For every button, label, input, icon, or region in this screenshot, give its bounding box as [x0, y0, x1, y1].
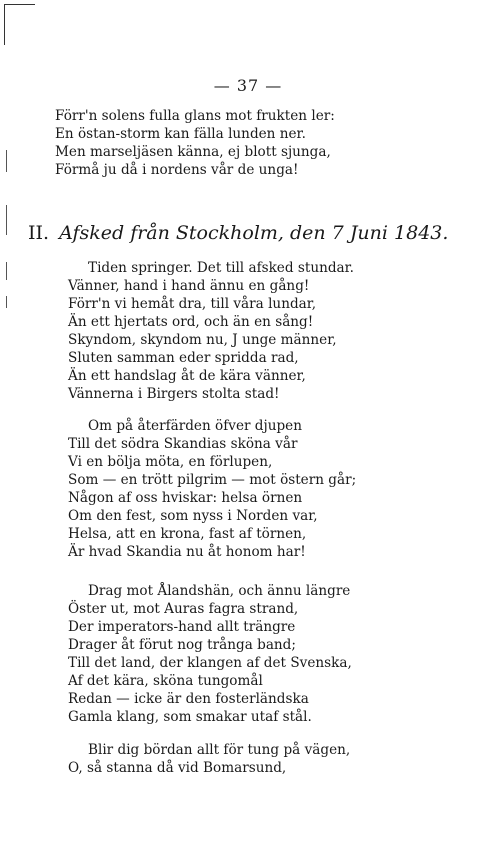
- verse-line: Någon af oss hviskar: helsa örnen: [68, 490, 303, 506]
- margin-mark: [6, 262, 7, 280]
- verse-line: Men marseljäsen känna, ej blott sjunga,: [55, 144, 331, 160]
- verse-line: Förmå ju då i nordens vår de unga!: [55, 162, 299, 178]
- verse-line: Om på återfärden öfver djupen: [88, 418, 302, 434]
- verse-line: Drager åt förut nog trånga band;: [68, 637, 296, 653]
- margin-mark: [6, 150, 7, 172]
- margin-mark: [6, 296, 7, 308]
- poem-heading: [28, 222, 448, 244]
- verse-line: Som — en trött pilgrim — mot östern går;: [68, 472, 357, 488]
- verse-line: Än ett hjertats ord, och än en sång!: [68, 314, 314, 330]
- verse-line: Redan — icke är den fosterländska: [68, 691, 309, 707]
- verse-line: Än ett handslag åt de kära vänner,: [68, 368, 306, 384]
- verse-line: Till det land, der klangen af det Svenska,: [68, 655, 352, 671]
- poem-number: II.: [28, 222, 50, 244]
- verse-line: Skyndom, skyndom nu, J unge männer,: [68, 332, 337, 348]
- verse-line: Är hvad Skandia nu åt honom har!: [68, 544, 306, 560]
- verse-line: Vi en bölja möta, en förlupen,: [68, 454, 273, 470]
- verse-line: Till det södra Skandias sköna vår: [68, 436, 298, 452]
- verse-line: Der imperators-hand allt trängre: [68, 619, 296, 635]
- verse-line: Förr'n vi hemåt dra, till våra lundar,: [68, 296, 317, 312]
- verse-line: Öster ut, mot Auras fagra strand,: [68, 601, 299, 617]
- verse-line: Vännerna i Birgers stolta stad!: [68, 386, 280, 402]
- page-number: — 37 —: [213, 76, 283, 95]
- verse-line: En östan-storm kan fälla lunden ner.: [55, 126, 306, 142]
- verse-line: Helsa, att en krona, fast af törnen,: [68, 526, 307, 542]
- poem-title: Afsked från Stockholm, den 7 Juni 1843.: [59, 222, 449, 244]
- scan-corner-mark: [4, 4, 35, 45]
- verse-line: Blir dig bördan allt för tung på vägen,: [88, 742, 351, 758]
- verse-line: Vänner, hand i hand ännu en gång!: [68, 278, 310, 294]
- verse-line: Förr'n solens fulla glans mot frukten ler:: [55, 108, 335, 124]
- verse-line: Gamla klang, som smakar utaf stål.: [68, 709, 312, 725]
- verse-line: Drag mot Ålandshän, och ännu längre: [88, 583, 351, 599]
- verse-line: Om den fest, som nyss i Norden var,: [68, 508, 318, 524]
- verse-line: Tiden springer. Det till afsked stundar.: [88, 260, 354, 276]
- verse-line: Af det kära, sköna tungomål: [68, 673, 263, 689]
- margin-mark: [6, 205, 7, 235]
- verse-line: O, så stanna då vid Bomarsund,: [68, 760, 287, 776]
- verse-line: Sluten samman eder spridda rad,: [68, 350, 299, 366]
